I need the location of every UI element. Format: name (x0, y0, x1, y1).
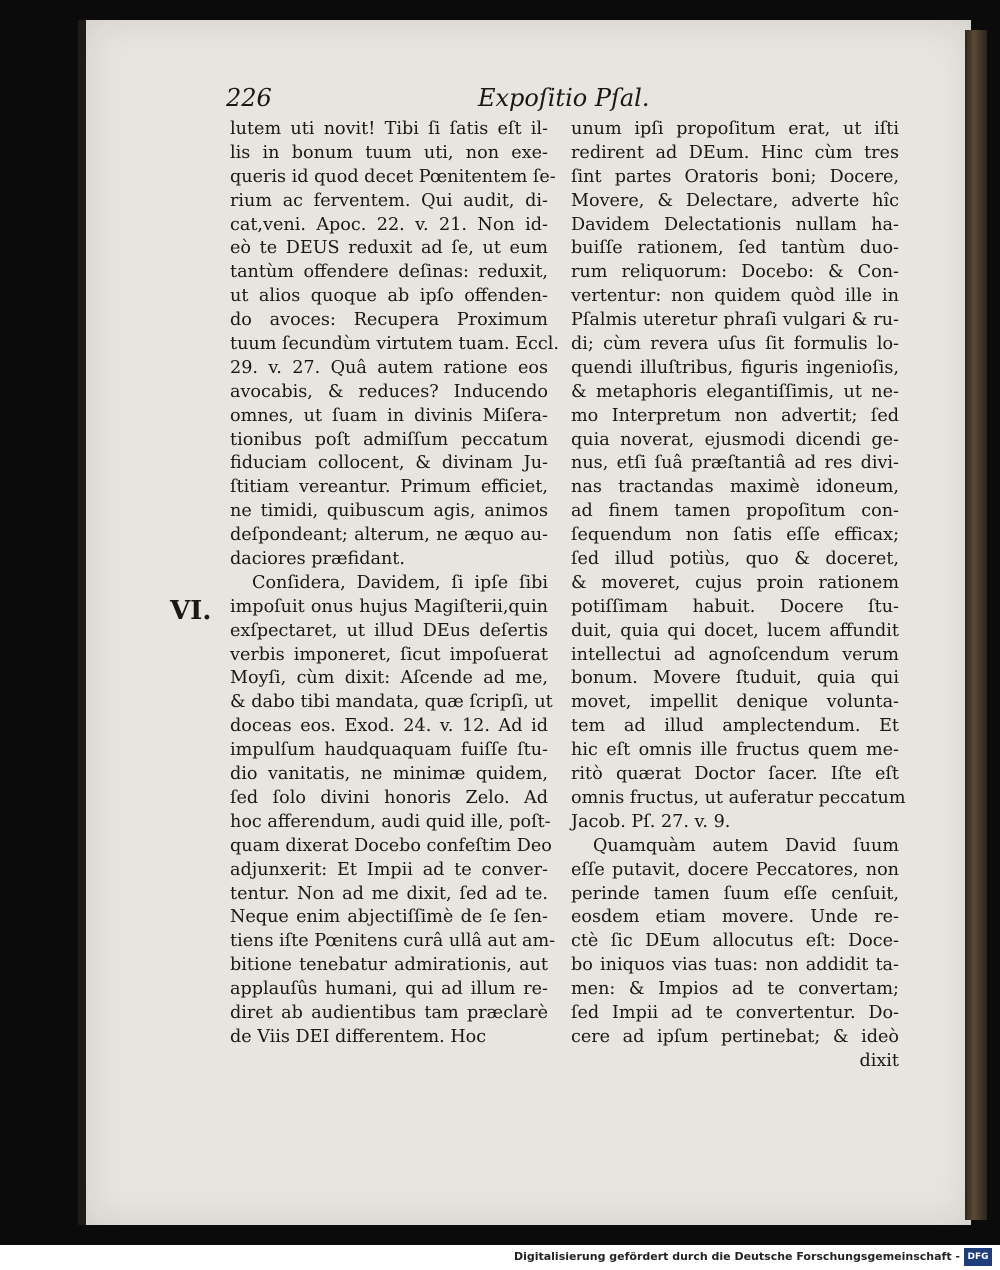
text-line: unum ipſi propoſitum erat, ut iſti (571, 119, 899, 139)
text-line: ſed illud potiùs, quo & doceret, (571, 549, 899, 570)
text-line: movet, impellit denique volunta- (571, 692, 899, 713)
text-line: ſed ſolo divini honoris Zelo. Ad (230, 787, 548, 808)
text-line: quia noverat, ejusmodi dicendi ge- (571, 429, 899, 450)
text-line: tem ad illud amplectendum. Et (571, 716, 899, 737)
text-line: doceas eos. Exod. 24. v. 12. Ad id (230, 716, 548, 737)
text-line: buiſſe rationem, ſed tantùm duo- (571, 238, 899, 259)
text-line: 29. v. 27. Quâ autem ratione eos (230, 357, 548, 378)
text-line: & moveret, cujus proin rationem (571, 572, 899, 593)
text-line: & metaphoris elegantiſſimis, ut ne- (571, 381, 899, 402)
page-right-edge (965, 30, 987, 1220)
text-line: ſequendum non ſatis eſſe efficax; (571, 525, 899, 546)
text-line: Conſidera, Davidem, ſi ipſe ſibi (252, 572, 548, 593)
text-line: redirent ad DEum. Hinc cùm tres (571, 142, 899, 163)
text-line: lutem uti novit! Tibi ſi ſatis eſt il- (230, 119, 548, 139)
text-line: hoc afferendum, audi quid ille, poſt- (230, 811, 551, 832)
text-line: ad finem tamen propoſitum con- (571, 501, 899, 522)
text-line: bonum. Movere ſtuduit, quia qui (571, 668, 899, 689)
text-line: eosdem etiam movere. Unde re- (571, 907, 899, 928)
text-line: de Viis DEI differentem. Hoc (230, 1026, 487, 1047)
page-header (226, 84, 650, 120)
text-line: rium ac ferventem. Qui audit, di- (230, 190, 548, 211)
text-line: diret ab audientibus tam præclarè (230, 1002, 548, 1023)
text-line: tionibus poſt admiſſum peccatum (230, 429, 548, 450)
text-line: quam dixerat Docebo confeſtim Deo (230, 835, 552, 856)
text-line: eſſe putavit, docere Peccatores, non (571, 859, 899, 880)
text-line: Neque enim abjectiſſimè de ſe ſen- (230, 907, 548, 928)
text-line: hic eſt omnis ille fructus quem me- (571, 740, 899, 761)
text-line: exſpectaret, ut illud DEus deſertis (230, 620, 548, 641)
text-line: nus, etſi ſuâ præſtantiâ ad res divi- (571, 453, 899, 474)
text-line: applauſûs humani, qui ad illum re- (230, 979, 548, 1000)
text-line: vertentur: non quidem quòd ille in (571, 286, 899, 307)
text-line: duit, quia qui docet, lucem affundit (571, 620, 899, 641)
text-line: Pſalmis uteretur phraſi vulgari & ru- (571, 310, 899, 331)
text-line: dio vanitatis, ne minimæ quidem, (230, 764, 548, 785)
text-line: Quamquàm autem David ſuum (593, 835, 899, 856)
text-line: ſed Impii ad te convertentur. Do- (571, 1002, 899, 1023)
text-line: omnis fructus, ut auferatur peccatum (571, 787, 906, 808)
running-title: Expoſitio Pſal. (478, 84, 650, 112)
text-line: bo iniquos vias tuas: non addidit ta- (571, 955, 899, 976)
marginal-section-numeral: VI. (170, 596, 212, 626)
text-line: ſtitiam vereantur. Primum efficiet, (230, 477, 548, 498)
text-line: lis in bonum tuum uti, non exe- (230, 142, 548, 163)
text-line: tantùm offendere deſinas: reduxit, (230, 262, 548, 283)
text-line: quendi illuſtribus, figuris ingenioſis, (571, 357, 899, 378)
text-line: tiens iſte Pœnitens curâ ullâ aut am- (230, 931, 556, 952)
text-line: ſint partes Oratoris boni; Docere, (571, 166, 899, 187)
text-line: fiduciam collocent, & divinam Ju- (230, 453, 548, 474)
text-line: adjunxerit: Et Impii ad te conver- (230, 859, 548, 880)
text-line: Movere, & Delectare, adverte hîc (571, 190, 899, 211)
text-line: eò te DEUS reduxit ad ſe, ut eum (230, 238, 548, 259)
text-line: do avoces: Recupera Proximum (230, 310, 548, 331)
footer-credit: Digitalisierung gefördert durch die Deutsche Forschungsgemeinschaft - (513, 1250, 960, 1263)
text-line: tuum ſecundùm virtutem tuam. Eccl. (230, 334, 559, 355)
left-text-column (230, 118, 559, 1050)
text-line: bitione tenebatur admirationis, aut (230, 955, 548, 976)
text-line: Davidem Delectationis nullam ha- (571, 214, 899, 235)
text-line: cat,veni. Apoc. 22. v. 21. Non id- (230, 214, 548, 235)
right-text-column (571, 118, 906, 1074)
text-line: intellectui ad agnoſcendum verum (571, 644, 899, 665)
text-line: queris id quod decet Pœnitentem ſe- (230, 166, 556, 187)
text-line: omnes, ut ſuam in divinis Miſera- (230, 405, 548, 426)
text-line: men: & Impios ad te convertam; (571, 979, 899, 1000)
text-line: di; cùm revera uſus ſit formulis lo- (571, 334, 899, 355)
text-line: Moyſi, cùm dixit: Aſcende ad me, (230, 668, 548, 689)
text-line: mo Interpretum non advertit; ſed (571, 405, 899, 426)
text-line: impulſum haudquaquam fuiſſe ſtu- (230, 740, 548, 761)
text-line: deſpondeant; alterum, ne æquo au- (230, 525, 548, 546)
text-line: ut alios quoque ab ipſo offenden- (230, 286, 548, 307)
text-line: potiſſimam habuit. Docere ſtu- (571, 596, 899, 617)
text-line: & dabo tibi mandata, quæ ſcripſi, ut (230, 692, 553, 713)
text-line: cere ad ipſum pertinebat; & ideò (571, 1026, 899, 1047)
text-line: ne timidi, quibuscum agis, animos (230, 501, 548, 522)
text-line: tentur. Non ad me dixit, ſed ad te. (230, 883, 548, 904)
dfg-logo: DFG (964, 1248, 992, 1266)
text-line: daciores præfidant. (230, 549, 405, 570)
text-line: avocabis, & reduces? Inducendo (230, 381, 548, 402)
text-line: ctè ſic DEum allocutus eſt: Doce- (571, 931, 899, 952)
text-line: nas tractandas maximè idoneum, (571, 477, 899, 498)
digitization-footer (0, 1245, 1000, 1270)
text-line: dixit (859, 1050, 899, 1071)
text-line: perinde tamen ſuum eſſe cenſuit, (571, 883, 899, 904)
text-line: rum reliquorum: Docebo: & Con- (571, 262, 899, 283)
text-line: ritò quærat Doctor ſacer. Iſte eſt (571, 764, 899, 785)
text-line: impoſuit onus hujus Magiſterii,quin (230, 596, 548, 617)
text-line: Jacob. Pſ. 27. v. 9. (571, 811, 731, 832)
page-number: 226 (226, 84, 272, 112)
text-line: verbis imponeret, ſicut impoſuerat (230, 644, 548, 665)
